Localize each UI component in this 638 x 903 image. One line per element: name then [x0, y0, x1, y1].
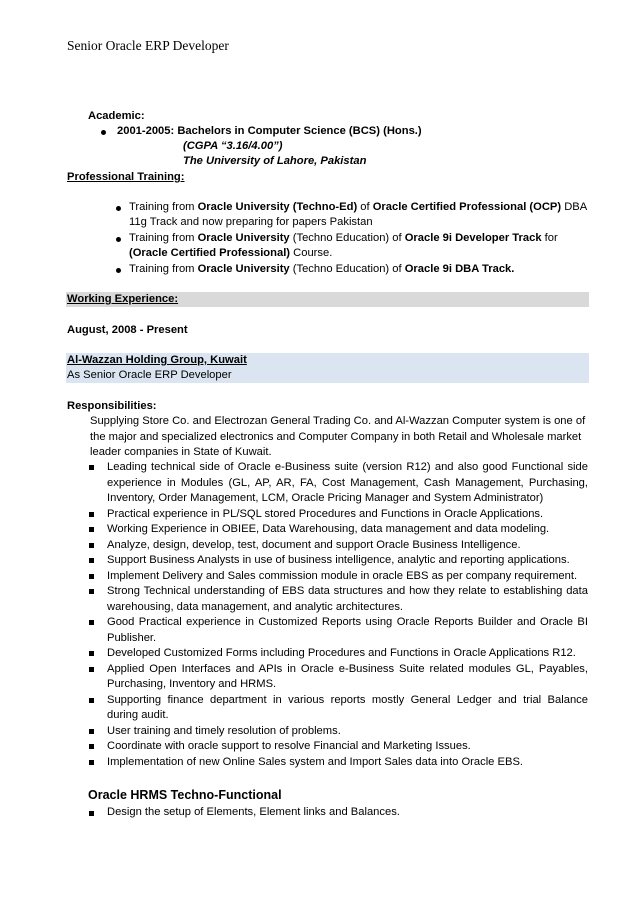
company-intro: Supplying Store Co. and Electrozan General Trading Co. and Al-Wazzan Computer system is one of the major and specialized electronics and Computer Company in both Retail and Wholesale market leader companies in State of Kuwait. — [90, 415, 586, 458]
academic-university: The University of Lahore, Pakistan — [183, 155, 367, 167]
responsibility-item: User training and timely resolution of problems. — [107, 724, 341, 737]
responsibility-item: Implementation of new Online Sales system and Import Sales data into Oracle EBS. — [107, 755, 524, 768]
company-name: Al-Wazzan Holding Group, Kuwait — [67, 354, 247, 366]
working-experience-heading: Working Experience: — [67, 293, 179, 305]
responsibility-item: warehousing, data management, and analytic architectures. — [107, 600, 404, 613]
bullet-square-icon — [89, 811, 94, 816]
bullet-square-icon — [89, 465, 94, 470]
training-heading: Professional Training: — [67, 171, 185, 183]
bullet-square-icon — [89, 512, 94, 517]
responsibility-item: Developed Customized Forms including Procedures and Functions in Oracle Applications R12. — [107, 647, 576, 659]
responsibility-item: Supporting finance department in various reports mostly General Ledger and trial Balance — [107, 693, 588, 706]
bullet-square-icon — [89, 744, 94, 749]
page-header-title: Senior Oracle ERP Developer — [67, 38, 229, 53]
training-item-1: Training from Oracle University (Techno-Ed) of Oracle Certified Professional (OCP) DBA — [129, 201, 588, 213]
training-item-2: Training from Oracle University (Techno Education) of Oracle 9i Developer Track for — [129, 232, 558, 244]
responsibility-item: during audit. — [107, 709, 169, 721]
hrms-bullet: Design the setup of Elements, Element links and Balances. — [107, 806, 400, 818]
bullet-square-icon — [89, 543, 94, 548]
responsibility-item: Publisher. — [107, 631, 157, 644]
hrms-heading: Oracle HRMS Techno-Functional — [88, 788, 282, 802]
bullet-square-icon — [89, 651, 94, 656]
bullet-square-icon — [89, 667, 94, 672]
responsibility-item: Strong Technical understanding of EBS data structures and how they relate to establishing data — [107, 585, 588, 597]
training-item-1-line2: 11g Track and now preparing for papers Pakistan — [129, 216, 373, 228]
job-role: As Senior Oracle ERP Developer — [67, 369, 232, 381]
responsibility-item: Analyze, design, develop, test, document and support Oracle Business Intelligence. — [107, 538, 521, 551]
bullet-square-icon — [89, 698, 94, 703]
training-item-3: Training from Oracle University (Techno Education) of Oracle 9i DBA Track. — [129, 263, 515, 275]
responsibility-item: Implement Delivery and Sales commission module in oracle EBS as per company requirement. — [107, 569, 578, 582]
bullet-square-icon — [89, 527, 94, 532]
bullet-square-icon — [89, 574, 94, 579]
responsibility-item: Purchasing, Inventory and HRMS. — [107, 678, 277, 690]
bullet-square-icon — [89, 620, 94, 625]
responsibility-item: Inventory, Order Management, LCM, Oracle Pricing Manager and System Administrator) — [107, 492, 544, 504]
bullet-square-icon — [89, 558, 94, 563]
academic-heading: Academic: — [88, 110, 145, 122]
responsibility-item: Leading technical side of Oracle e-Business suite (version R12) and also good Functional side — [107, 461, 588, 473]
responsibility-item: Applied Open Interfaces and APIs in Oracle e-Business Suite related modules GL, Payables, — [107, 662, 588, 675]
bullet-dot-icon — [116, 237, 121, 242]
bullet-dot-icon — [101, 130, 106, 135]
responsibility-item: Coordinate with oracle support to resolve Financial and Marketing Issues. — [107, 740, 471, 752]
responsibility-item: Practical experience in PL/SQL stored Procedures and Functions in Oracle Applications. — [107, 507, 544, 520]
bullet-square-icon — [89, 729, 94, 734]
responsibility-item: Good Practical experience in Customized Reports using Oracle Reports Builder and Oracle BI — [107, 616, 588, 628]
bullet-dot-icon — [116, 206, 121, 211]
employment-period: August, 2008 - Present — [67, 324, 188, 336]
responsibility-item: experience in Modules (GL, AP, AR, FA, Cost Management, Cash Management, Purchasing, — [107, 476, 588, 489]
bullet-dot-icon — [116, 268, 121, 273]
responsibilities-heading: Responsibilities: — [67, 400, 157, 412]
responsibility-item: Support Business Analysts in use of business intelligence, analytic and reporting applications. — [107, 554, 570, 566]
bullet-square-icon — [89, 760, 94, 765]
academic-degree: 2001-2005: Bachelors in Computer Science (BCS) (Hons.) — [117, 125, 422, 137]
training-item-2-line2: (Oracle Certified Professional) Course. — [129, 247, 333, 259]
bullet-square-icon — [89, 589, 94, 594]
responsibility-item: Working Experience in OBIEE, Data Warehousing, data management and data modeling. — [107, 523, 550, 535]
academic-cgpa: (CGPA “3.16/4.00”) — [183, 140, 283, 152]
